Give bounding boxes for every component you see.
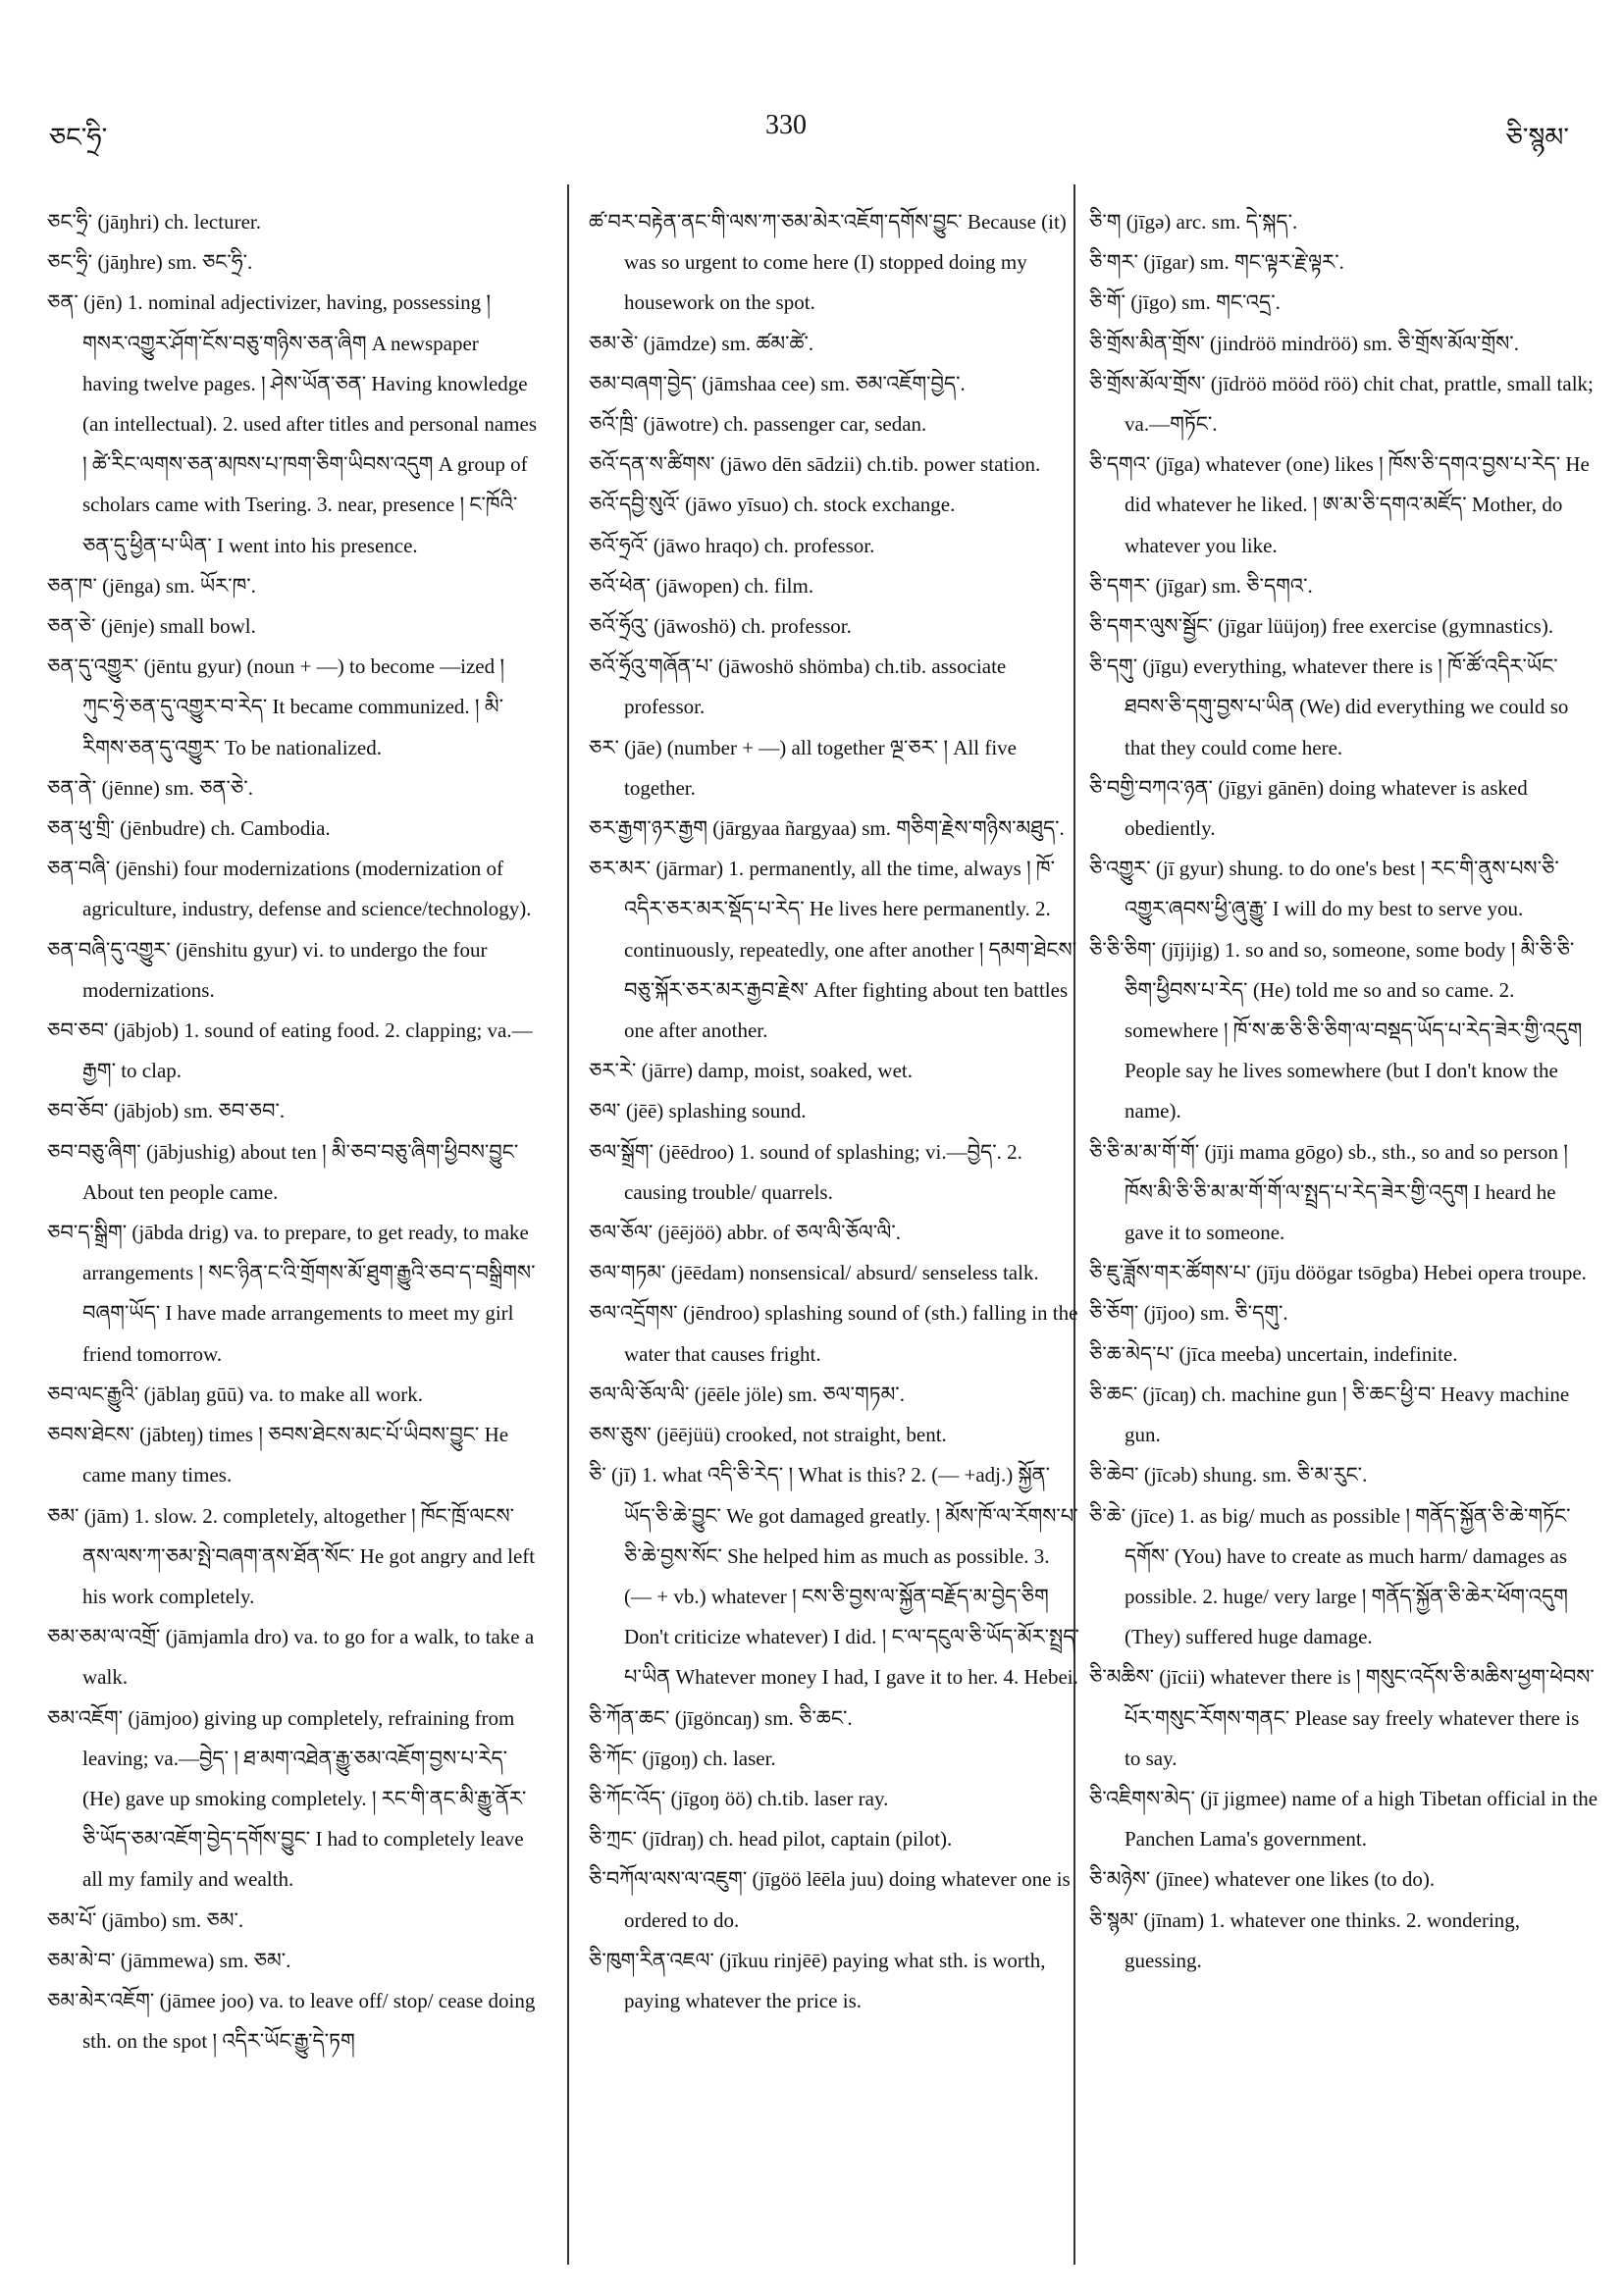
dictionary-entry: ཅི་ཆེབ་ (jīcəb) shung. sm. ཅི་མ་རུང་. <box>1089 1463 1368 1487</box>
dictionary-entry: ཅམ་འཇོག་ (jāmjoo) giving up completely, refraining from leaving; va.—བྱེད་ ། ཐ་མག་འཐེན་རྒྱུ་ཅམ་འཇོག་བྱས་པ་རེད་ (He) gave up smoking completely. ། རང་གི་ནང་མི་རྒྱུ་ནོར་ཅི་ཡོད་ཅམ་འཇོག་བྱེད་དགོས་བྱུང་ I had to completely leave all my family and wealth. <box>47 1705 527 1892</box>
dictionary-entry: ཅི་ཀོང་ (jīgoŋ) ch. laser. <box>589 1746 776 1770</box>
dictionary-entry: ཅམ་པོ་ (jāmbo) sm. ཅམ་. <box>47 1907 244 1932</box>
dictionary-entry: ཅར་རེ་ (jārre) damp, moist, soaked, wet. <box>589 1059 914 1083</box>
dictionary-entry: ཅི་མཆིས་ (jīcii) whatever there is ། གསུང་འདོས་ཅི་མཆིས་ཕྱག་ཕེབས་པོར་གསུང་རོགས་གནང་ Please say freely whatever there is to say. <box>1089 1665 1595 1770</box>
dictionary-entry: ཅན་དུ་འགྱུར་ (jēntu gyur) (noun + —) to become —ized ། ཀུང་ཧྲེ་ཅན་དུ་འགྱུར་བ་རེད་ It became communized. ། མི་རིགས་ཅན་དུ་འགྱུར་ To be nationalized. <box>47 654 505 759</box>
dictionary-entry: ཅི་སྙམ་ (jīnam) 1. whatever one thinks. 2. wondering, guessing. <box>1089 1907 1521 1972</box>
dictionary-entry: ཅབ་བཅུ་ཞིག་ (jābjushig) about ten ། མི་ཅབ་བཅུ་ཞིག་ཕྱིབས་བྱུང་ About ten people came. <box>47 1139 519 1204</box>
dictionary-entry: ཅི་བགྱི་བཀའ་ཉན་ (jīgyi gānēn) doing whatever is asked obediently. <box>1089 775 1528 841</box>
dictionary-entry: ཅལ་ལི་ཅོལ་ལི་ (jēēle jöle) sm. ཅལ་གཏམ་. <box>589 1382 905 1406</box>
dictionary-entry: ཅབས་ཐེངས་ (jābteŋ) times ། ཅབས་ཐེངས་མང་པོ་ཡིབས་བྱུང་ He came many times. <box>47 1423 509 1487</box>
dictionary-entry: ཅང་ཧྲི་ (jāŋhri) ch. lecturer. <box>47 210 261 234</box>
dictionary-entry: ཅི་དགར་ (jīgar) sm. ཅི་དགའ་. <box>1089 573 1313 598</box>
dictionary-entry: ཅན་བཞི་ (jēnshi) four modernizations (modernization of agriculture, industry, defense and science/technology). <box>47 857 532 921</box>
dictionary-entry: ཅལ་གཏམ་ (jēēdam) nonsensical/ absurd/ senseless talk. <box>589 1261 1039 1285</box>
column-middle <box>589 202 1079 2021</box>
dictionary-entry: ཅི་ (jī) 1. what འདི་ཅི་རེད་ ། What is this? 2. (— +adj.) སྐྱོན་ཡོད་ཅི་ཆེ་བྱུང་ We got damaged greatly. ། མོས་ཁོ་ལ་རོགས་པ་ཅི་ཆེ་བྱས་སོང་ She helped him as much as possible. 3. (— + vb.) whatever ། ངས་ཅི་བྱས་ལ་སྐྱོན་བརྗོད་མ་བྱེད་ཅིག Don't criticize whatever) I did. ། ང་ལ་དངུལ་ཅི་ཡོད་མོར་སྤྲད་པ་ཡིན Whatever money I had, I gave it to her. 4. Hebei. <box>589 1463 1079 1690</box>
dictionary-entry: ཅའོ་ཧྲོའུ་ (jāwoshö) ch. professor. <box>589 614 852 639</box>
dictionary-entry: ཅི་ཆང་ (jīcaŋ) ch. machine gun ། ཅི་ཆང་ཕྱི་བ་ Heavy machine gun. <box>1089 1382 1570 1447</box>
page-number: 330 <box>765 110 807 140</box>
dictionary-entry: ཅབ་ཅོབ་ (jābjob) sm. ཅབ་ཅབ་. <box>47 1099 286 1123</box>
dictionary-entry: ཅས་ཅུས་ (jēējüü) crooked, not straight, bent. <box>589 1423 947 1447</box>
dictionary-entry: ཅར་མར་ (jārmar) 1. permanently, all the time, always ། ཁོ་འདིར་ཅར་མར་སྡོད་པ་རེད་ He lives here permanently. 2. continuously, repeatedly, one after another ། དམག་ཐེངས་བཅུ་སྐོར་ཅར་མར་རྒྱབ་རྗེས་ After fighting about ten battles one after another. <box>589 857 1077 1043</box>
column-left <box>47 202 538 2061</box>
dictionary-entry: ཅལ་ (jēē) splashing sound. <box>589 1099 807 1123</box>
dictionary-entry: ཅམ་ཅེ་ (jāmdze) sm. ཚམ་ཚེ་. <box>589 331 814 355</box>
dictionary-entry: ཅལ་སྒྲོག་ (jēēdroo) 1. sound of splashing; vi.—བྱེད་. 2. causing trouble/ quarrels. <box>589 1139 1022 1204</box>
dictionary-entry: ཅན་བཞི་དུ་འགྱུར་ (jēnshitu gyur) vi. to undergo the four modernizations. <box>47 937 488 1002</box>
dictionary-entry: ཅི་འགྱུར་ (jī gyur) shung. to do one's best ། རང་གི་ནུས་པས་ཅི་འགྱུར་ཞབས་ཕྱི་ཞུ་རྒྱུ་ I will do my best to serve you. <box>1089 857 1559 921</box>
column-divider <box>567 184 569 2265</box>
column-right <box>1089 202 1599 1981</box>
dictionary-entry: ཅམ་མེར་འཇོག་ (jāmee joo) va. to leave off/ stop/ cease doing sth. on the spot ། འདིར་ཡོང་རྒྱུ་དེ་ཏག <box>47 1988 536 2054</box>
dictionary-entry: ཅན་ནེ་ (jēnne) sm. ཅན་ཅེ་. <box>47 775 253 800</box>
dictionary-entry: ཚ་བར་བརྟེན་ནང་གི་ལས་ཀ་ཅམ་མེར་འཇོག་དགོས་བྱུང་ Because (it) was so urgent to come here (I) stopped doing my housework on the spot. <box>589 210 1067 315</box>
dictionary-entry: ཅི་ཅི་ཅིག་ (jījijig) 1. so and so, someone, some body ། མི་ཅི་ཅི་ཅིག་ཕྱིབས་པ་རེད་ (He) told me so and so came. 2. somewhere ། ཁོ་ས་ཆ་ཅི་ཅི་ཅིག་ལ་བསྡད་ཡོད་པ་རེད་ཟེར་གྱི་འདུག People say he lives somewhere (but I don't know the name). <box>1089 937 1583 1123</box>
dictionary-entry: ཅི་འཇིགས་མེད་ (jī jigmee) name of a high Tibetan official in the Panchen Lama's government. <box>1089 1786 1598 1852</box>
dictionary-entry: ཅང་ཧྲི་ (jāŋhre) sm. ཅང་ཧྲི་. <box>47 250 253 275</box>
dictionary-entry: ཅའོ་ཕེན་ (jāwopen) ch. film. <box>589 573 814 598</box>
dictionary-entry: ཅི་ཀྲང་ (jīdraŋ) ch. head pilot, captain (pilot). <box>589 1827 953 1852</box>
dictionary-entry: ཅའོ་དབྱི་སུའོ་ (jāwo yīsuo) ch. stock exchange. <box>589 493 956 517</box>
dictionary-entry: ཅར་ (jāe) (number + —) all together ལྔ་ཅར་ ། All five together. <box>589 735 1017 800</box>
dictionary-entry: ཅི་མཉེས་ (jīnee) whatever one likes (to do). <box>1089 1867 1436 1892</box>
dictionary-entry: ཅབ་ཅབ་ (jābjob) 1. sound of eating food. 2. clapping; va.—རྒྱག་ to clap. <box>47 1018 533 1083</box>
dictionary-entry: ཅལ་འདྲོགས་ (jēndroo) splashing sound of (sth.) falling in the water that causes fright. <box>589 1301 1078 1366</box>
dictionary-entry: ཅི་ཆ་མེད་པ་ (jīca meeba) uncertain, indefinite. <box>1089 1341 1458 1366</box>
dictionary-entry: ཅན་ཅེ་ (jēnje) small bowl. <box>47 614 256 639</box>
dictionary-entry: ཅའོ་ཧྲོའུ་གཞོན་པ་ (jāwoshö shömba) ch.tib. associate professor. <box>589 654 1007 719</box>
dictionary-entry: ཅི་ཅོག་ (jījoo) sm. ཅི་དགུ་. <box>1089 1301 1288 1326</box>
dictionary-entry: ཅམ་མེ་བ་ (jāmmewa) sm. ཅམ་. <box>47 1948 291 1972</box>
dictionary-entry: ཅི་ཇུ་ཟློས་གར་ཚོགས་པ་ (jīju döögar tsōgba) Hebei opera troupe. <box>1089 1261 1587 1285</box>
dictionary-entry: ཅམ་ཅམ་ལ་འགྲོ་ (jāmjamla dro) va. to go for a walk, to take a walk. <box>47 1625 535 1690</box>
dictionary-entry: ཅི་དགའ་ (jīga) whatever (one) likes ། ཁོས་ཅི་དགའ་བྱས་པ་རེད་ He did whatever he liked. ། ཨ་མ་ཅི་དགའ་མཛོད་ Mother, do whatever you like. <box>1089 452 1590 557</box>
dictionary-entry: ཅལ་ཅོལ་ (jēējöö) abbr. of ཅལ་ལི་ཅོལ་ལི་. <box>589 1221 902 1245</box>
dictionary-entry: ཅི་ཀོང་འོད་ (jīgoŋ öö) ch.tib. laser ray. <box>589 1786 889 1810</box>
dictionary-entry: ཅི་གྲོས་མོལ་གྲོས་ (jīdröö mööd röö) chit chat, prattle, small talk; va.—གཏོང་. <box>1089 371 1594 437</box>
dictionary-entry: ཅན་ཕུ་གྲི་ (jēnbudre) ch. Cambodia. <box>47 816 331 841</box>
dictionary-entry: ཅི་ག (jīgə) arc. sm. དེ་སྐད་. <box>1089 210 1298 234</box>
dictionary-entry: ཅབ་ལང་རྒྱུའི་ (jāblaŋ gūū) va. to make all work. <box>47 1382 424 1406</box>
dictionary-entry: ཅར་རྒྱག་ཉར་རྒྱག (jārgyaa ñargyaa) sm. གཅིག་རྗེས་གཉིས་མཐུད་. <box>589 816 1065 841</box>
dictionary-entry: ཅན་ (jēn) 1. nominal adjectivizer, having, possessing ། གསར་འགྱུར་ཤོག་ངོས་བཅུ་གཉིས་ཅན་ཞིག A newspaper having twelve pages. ། ཤེས་ཡོན་ཅན་ Having knowledge (an intellectual). 2. used after titles and personal names ། ཚེ་རིང་ལགས་ཅན་མཁས་པ་ཁག་ཅིག་ཡིབས་འདུག A group of scholars came with Tsering. 3. near, presence ། ང་ཁོའི་ཅན་དུ་ཕྱིན་པ་ཡིན་ I went into his presence. <box>47 290 537 557</box>
dictionary-entry: ཅའོ་ཧྲའོ་ (jāwo hraqo) ch. professor. <box>589 533 875 557</box>
dictionary-entry: ཅའོ་དན་ས་ཚིགས་ (jāwo dēn sādzii) ch.tib. power station. <box>589 452 1041 477</box>
dictionary-entry: ཅམ་བཞག་བྱེད་ (jāmshaa cee) sm. ཅམ་འཇོག་བྱེད་. <box>589 371 966 395</box>
dictionary-entry: ཅི་གོ་ (jīgo) sm. གང་འདྲ་. <box>1089 290 1281 315</box>
dictionary-entry: ཅི་དགར་ལུས་སྦྱོང་ (jīgar lüüjoŋ) free exercise (gymnastics). <box>1089 614 1554 639</box>
dictionary-entry: ཅི་ཀོན་ཆང་ (jīgöncaŋ) sm. ཅི་ཆང་. <box>589 1705 853 1730</box>
dictionary-entry: ཅི་དགུ་ (jīgu) everything, whatever there is ། ཁོ་ཚོ་འདིར་ཡོང་ཐབས་ཅི་དགུ་བྱས་པ་ཡིན (We) did everything we could so that they could come here. <box>1089 654 1569 759</box>
left-guide-word: ཅང་ཧྲི་ <box>49 123 108 153</box>
right-guide-word: ཅི་སྙམ་ <box>1505 123 1569 153</box>
dictionary-entry: ཅི་ཁུག་རིན་འཇལ་ (jīkuu rinjēē) paying what sth. is worth, paying whatever the price is. <box>589 1948 1046 2012</box>
dictionary-entry: ཅམ་ (jām) 1. slow. 2. completely, altogether ། ཁོང་ཁྲོ་ལངས་ནས་ལས་ཀ་ཅམ་སྤེ་བཞག་ནས་ཐོན་སོང་ He got angry and left his work completely. <box>47 1503 536 1608</box>
dictionary-entry: ཅན་ཁ་ (jēnga) sm. ཡོར་ཁ་. <box>47 573 256 598</box>
dictionary-entry: ཅའོ་ཁྲི་ (jāwotre) ch. passenger car, sedan. <box>589 412 927 437</box>
dictionary-entry: ཅི་གར་ (jīgar) sm. གང་ལྟར་རྗེ་ལྟར་. <box>1089 250 1344 275</box>
dictionary-entry: ཅི་ཅི་མ་མ་གོ་གོ་ (jīji mama gōgo) sb., sth., so and so person ། ཁོས་མི་ཅི་ཅི་མ་མ་གོ་གོ་ལ་སྤྲད་པ་རེད་ཟེར་གྱི་འདུག I heard he gave it to someone. <box>1089 1139 1568 1245</box>
dictionary-entry: ཅབ་ད་སྒྲིག་ (jābda drig) va. to prepare, to get ready, to make arrangements ། སང་ཉིན་ང་འི་གྲོགས་མོ་ཐུག་རྒྱུའི་ཅབ་ད་བསྒྲིགས་བཞག་ཡོད་ I have made arrangements to meet my girl friend tomorrow. <box>47 1221 536 1366</box>
dictionary-entry: ཅི་ཆེ་ (jīce) 1. as big/ much as possible ། གནོད་སྐྱོན་ཅི་ཆེ་གཏོང་དགོས་ (You) have to create as much harm/ damages as possible. 2. huge/ very large ། གནོད་སྐྱོན་ཅི་ཆེར་ཕོག་འདུག (They) suffered huge damage. <box>1089 1503 1571 1649</box>
dictionary-entry: ཅི་བཀོལ་ལས་ལ་འཇུག་ (jīgöö lēēla juu) doing whatever one is ordered to do. <box>589 1867 1071 1932</box>
dictionary-entry: ཅི་གྲོས་མིན་གྲོས་ (jindröö mindröö) sm. ཅི་གྲོས་མོལ་གྲོས་. <box>1089 331 1519 355</box>
